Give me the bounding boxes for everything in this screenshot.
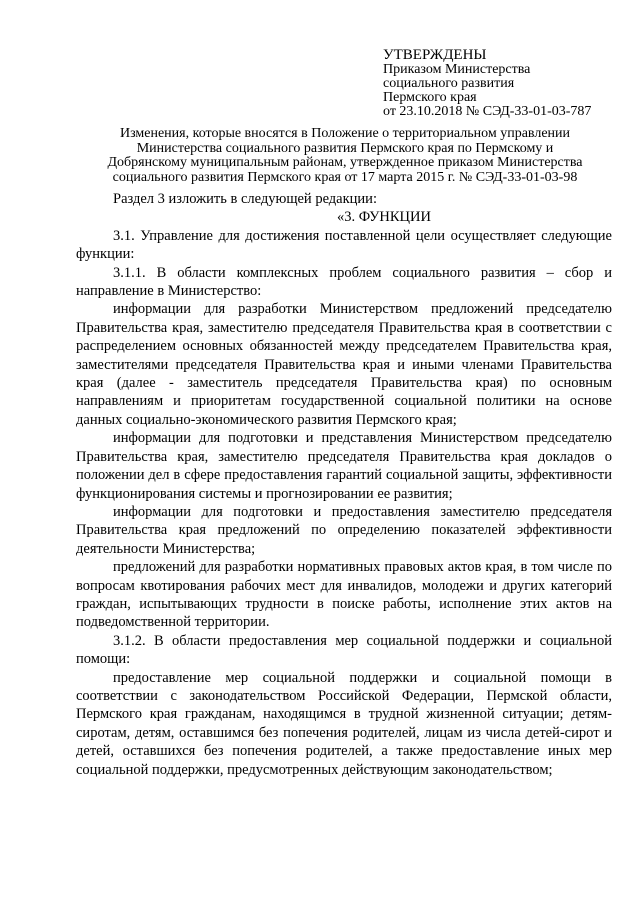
document-body — [76, 190, 612, 779]
paragraph-3-1: 3.1. Управление для достижения поставленной цели осуществляет следующие функции: — [76, 227, 612, 263]
paragraph-info-3: информации для подготовки и предоставления заместителю председателя Правительства края предложений по определению показателей эффективности деятельности Министерства; — [76, 503, 612, 557]
heading-line: Добрянскому муниципальным районам, утвержденное приказом Министерства — [107, 155, 583, 170]
paragraph-proposals: предложений для разработки нормативных правовых актов края, в том числе по вопросам квотирования рабочих мест для инвалидов, молодежи и других категорий граждан, испытывающих трудности в поиске работы, исполнение этих актов на подведомственной территории. — [76, 559, 612, 631]
approval-line: социального развития — [383, 76, 515, 91]
heading-line: социального развития Пермского края от 17 марта 2015 г. № СЭД-33-01-03-98 — [112, 169, 578, 185]
heading-line: Министерства социального развития Пермского края по Пермскому и — [136, 140, 554, 156]
paragraph-3-1-1: 3.1.1. В области комплексных проблем социального развития – сбор и направление в Министерство: — [76, 264, 612, 300]
approval-stamp — [383, 47, 591, 119]
approval-date-number: от 23.10.2018 № СЭД-33-01-03-787 — [383, 104, 592, 119]
paragraph-3-1-2: 3.1.2. В области предоставления мер социальной поддержки и социальной помощи: — [76, 632, 612, 668]
paragraph-info-2: информации для подготовки и представления Министерством председателю Правительства края, заместителю председателя Правительства края докладов о положении дел в сфере предоставления гарантий социальной защиты, эффективности функционирования системы и прогнозировании ее развития; — [76, 430, 612, 502]
heading-line: Изменения, которые вносятся в Положение о территориальном управлении — [119, 126, 571, 141]
approval-title: УТВЕРЖДЕНЫ — [383, 47, 487, 63]
section-intro: Раздел 3 изложить в следующей редакции: — [113, 191, 377, 207]
paragraph-provision: предоставление мер социальной поддержки и социальной помощи в соответствии с законодательством Российской Федерации, Пермской области, Пермского края гражданам, находящимся в трудной жизненной ситуации; детям-сиротам, детям, оставшимся без попечения родителей, лицам из числа детей-сирот и детей, оставшихся без попечения родителей, а также предоставление иных мер социальной поддержки, предусмотренных действующим законодательством; — [76, 669, 612, 778]
functions-title: «3. ФУНКЦИИ — [337, 209, 431, 226]
approval-line: Приказом Министерства — [383, 62, 531, 77]
paragraph-info-1: информации для разработки Министерством предложений председателю Правительства края, заместителю председателя Правительства края в соответствии с распределением основных обязанностей между председателем Правительства края, заместителями председателя Правительства края и иными членами Правительства края (далее - заместитель председателя Правительства края) по основным направлениям и приоритетам государственной социальной политики на основе данных социально-экономического развития Пермского края; — [76, 301, 612, 428]
document-heading — [60, 127, 630, 185]
approval-line: Пермского края — [383, 90, 477, 105]
